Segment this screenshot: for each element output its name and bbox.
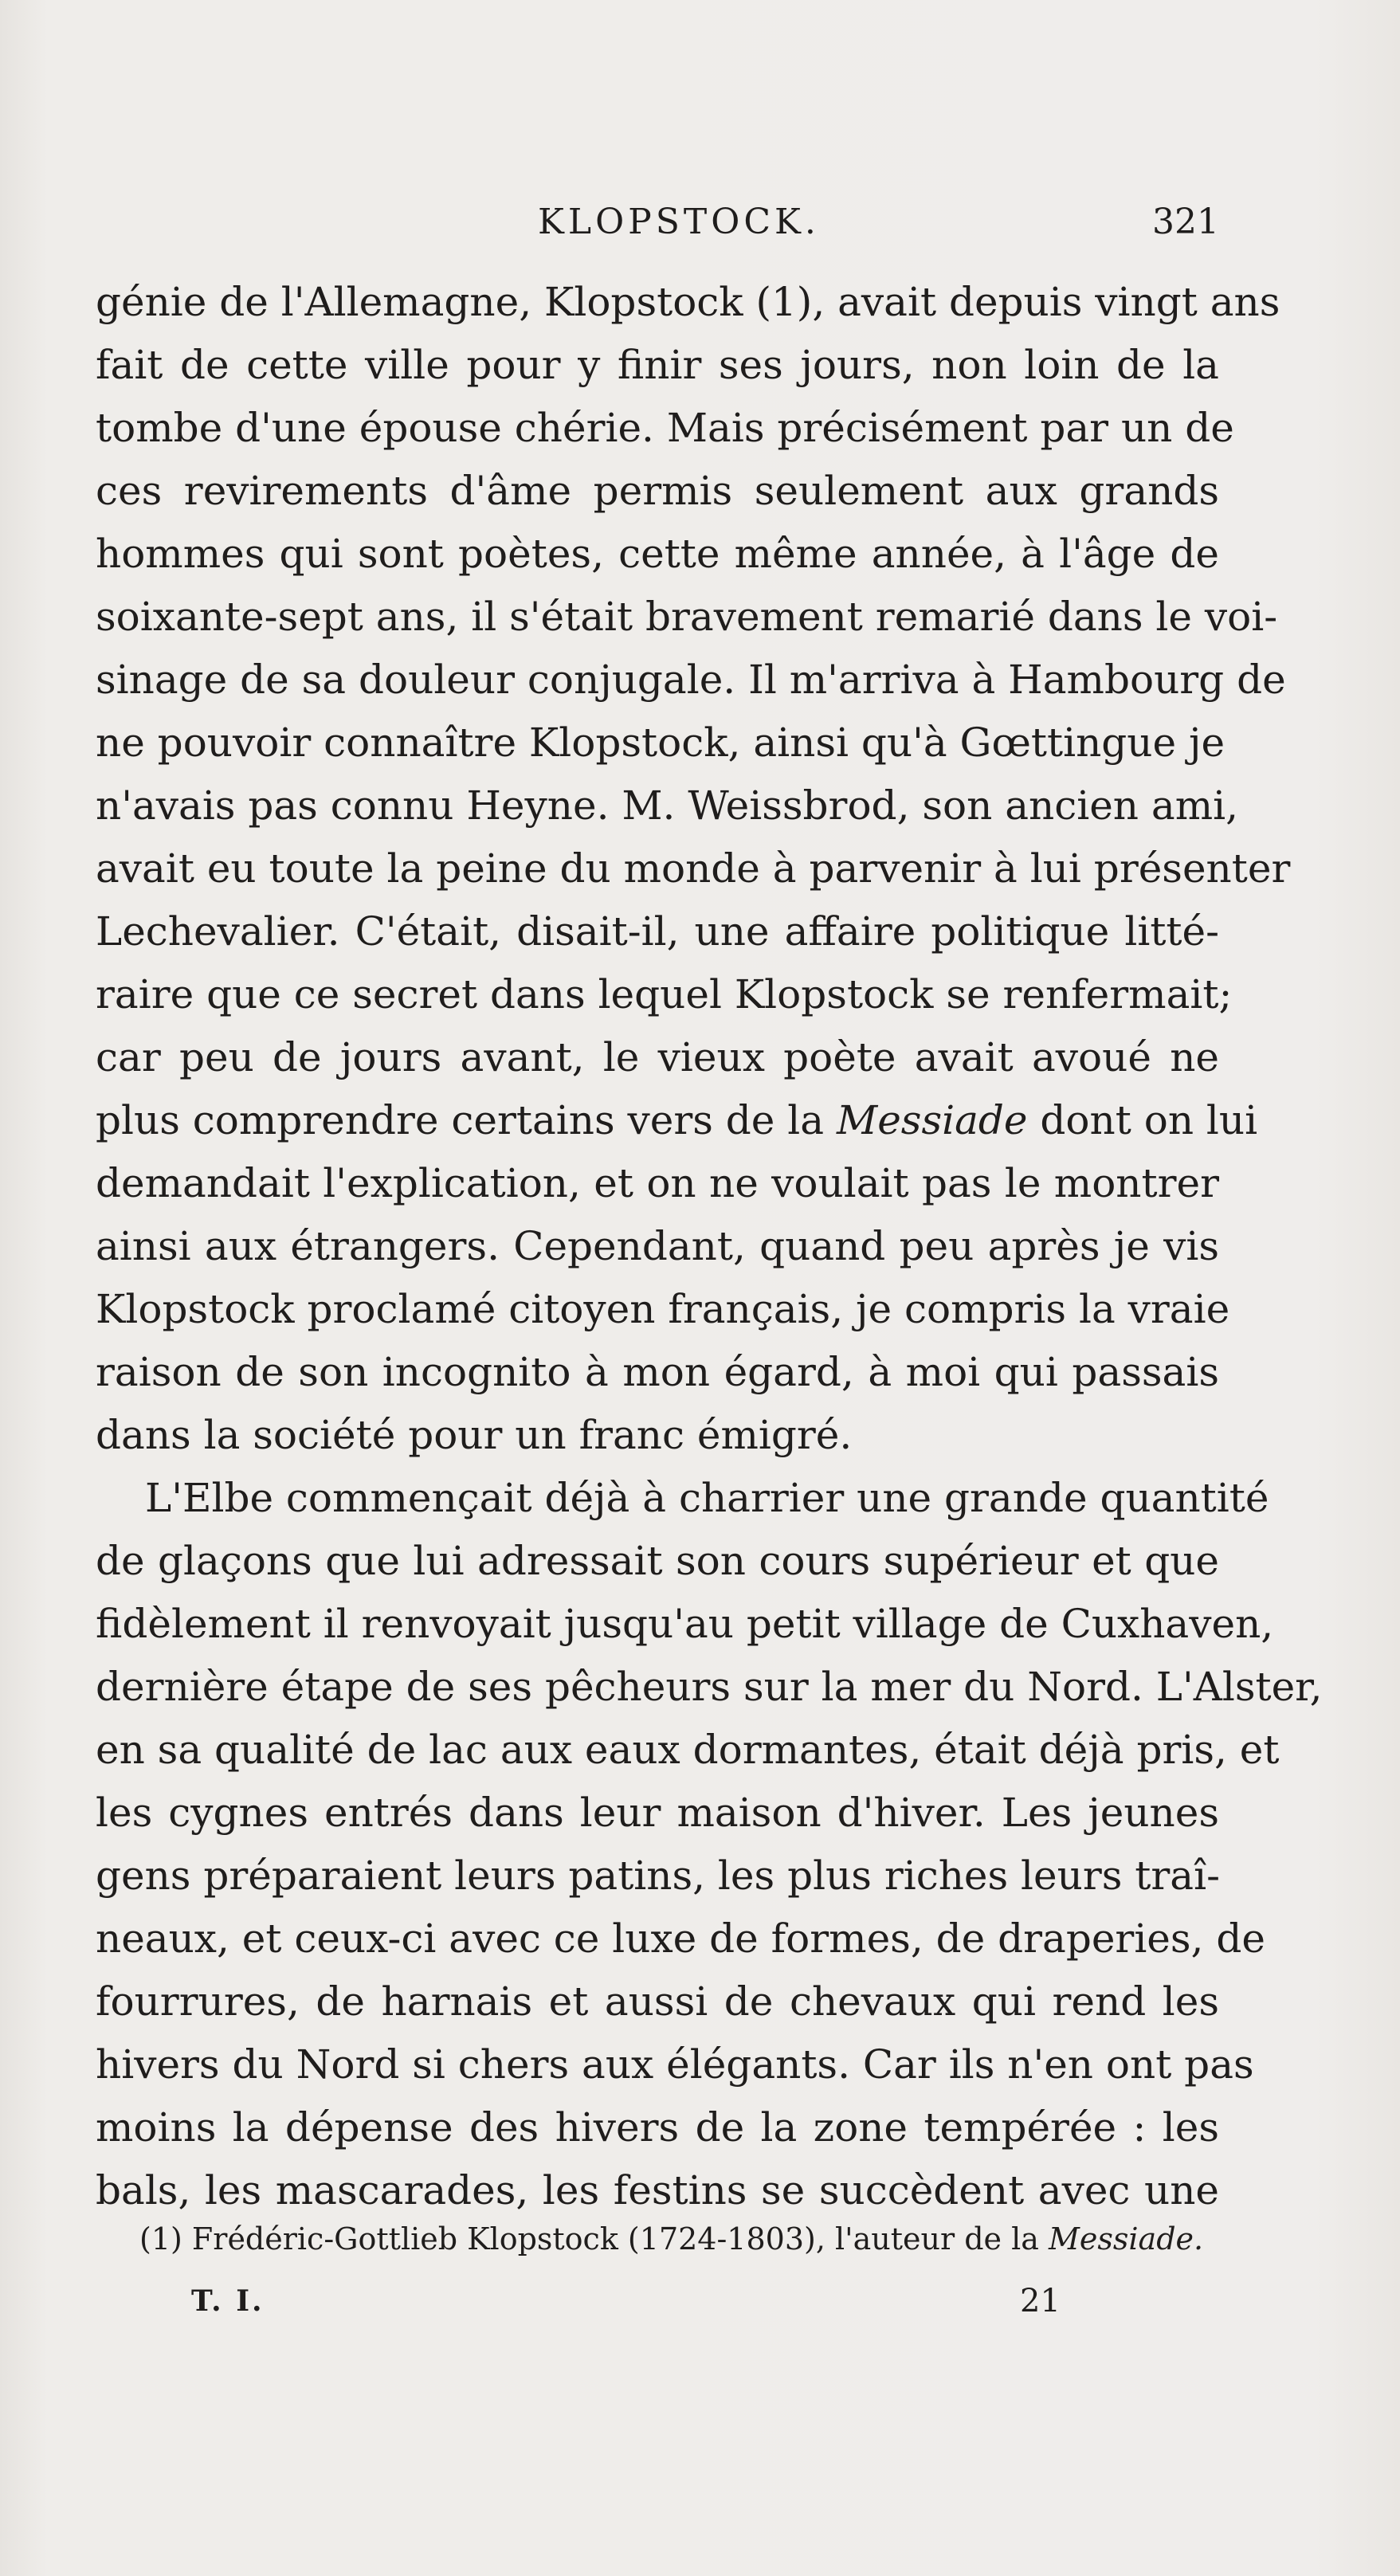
text-line: fait de cette ville pour y finir ses jours, non loin de la: [96, 342, 1219, 388]
text-line: moins la dépense des hivers de la zone tempérée : les: [96, 2104, 1219, 2151]
page-number: 321: [1152, 202, 1219, 242]
paragraph-start-line: L'Elbe commençait déjà à charrier une grande quantité: [145, 1475, 1269, 1521]
text-line: génie de l'Allemagne, Klopstock (1), avait depuis vingt ans: [96, 279, 1280, 325]
text-line: raire que ce secret dans lequel Klopstock se renfermait;: [96, 971, 1233, 1017]
work-title: Messiade: [837, 1097, 1028, 1143]
footnote: [139, 2215, 1223, 2263]
text-line: fidèlement il renvoyait jusqu'au petit village de Cuxhaven,: [96, 1601, 1274, 1647]
text-line: ainsi aux étrangers. Cependant, quand peu après je vis: [96, 1223, 1219, 1269]
text-line: soixante-sept ans, il s'était bravement remarié dans le voi-: [96, 594, 1278, 640]
text-line: Lechevalier. C'était, disait-il, une affaire politique litté-: [96, 908, 1219, 955]
volume-mark: T. I.: [191, 2284, 265, 2318]
signature-row: [191, 2277, 1068, 2325]
text-line: sinage de sa douleur conjugale. Il m'arriva à Hambourg de: [96, 657, 1286, 703]
body-text: [96, 271, 1323, 2222]
text-line: demandait l'explication, et on ne voulait pas le montrer: [96, 1160, 1219, 1206]
text-segment: dont on lui: [1040, 1097, 1258, 1143]
text-line: raison de son incognito à mon égard, à moi qui passais: [96, 1349, 1219, 1395]
text-line: en sa qualité de lac aux eaux dormantes, était déjà pris, et: [96, 1727, 1280, 1773]
text-line: Klopstock proclamé citoyen français, je compris la vraie: [96, 1286, 1230, 1332]
text-line: ne pouvoir connaître Klopstock, ainsi qu'à Gœttingue je: [96, 719, 1225, 766]
paragraph-end-line: dans la société pour un franc émigré.: [96, 1412, 853, 1458]
text-line: n'avais pas connu Heyne. M. Weissbrod, son ancien ami,: [96, 782, 1239, 829]
text-line: avait eu toute la peine du monde à parvenir à lui présenter: [96, 845, 1291, 892]
text-line: dernière étape de ses pêcheurs sur la mer du Nord. L'Alster,: [96, 1664, 1323, 1710]
text-line: hivers du Nord si chers aux élégants. Car ils n'en ont pas: [96, 2041, 1254, 2088]
text-line: fourrures, de harnais et aussi de chevaux qui rend les: [96, 1978, 1219, 2025]
text-line: hommes qui sont poètes, cette même année, à l'âge de: [96, 531, 1219, 577]
text-line: bals, les mascarades, les festins se succèdent avec une: [96, 2167, 1219, 2213]
running-title: KLOPSTOCK.: [538, 202, 820, 242]
text-line: neaux, et ceux-ci avec ce luxe de formes, de draperies, de: [96, 1915, 1265, 1962]
footnote-title: Messiade.: [1049, 2221, 1204, 2256]
text-line: tombe d'une épouse chérie. Mais précisément par un de: [96, 405, 1234, 451]
text-line: car peu de jours avant, le vieux poète avait avoué ne: [96, 1034, 1219, 1080]
text-line: les cygnes entrés dans leur maison d'hiver. Les jeunes: [96, 1790, 1219, 1836]
text-line: gens préparaient leurs patins, les plus riches leurs traî-: [96, 1853, 1220, 1899]
text-line-with-title: [96, 1089, 1258, 1152]
footnote-text: (1) Frédéric-Gottlieb Klopstock (1724-1803), l'auteur de la: [139, 2221, 1039, 2256]
text-line: ces revirements d'âme permis seulement aux grands: [96, 468, 1219, 514]
text-segment: plus comprendre certains vers de la: [96, 1097, 825, 1143]
text-line: de glaçons que lui adressait son cours supérieur et que: [96, 1538, 1219, 1584]
signature-number: 21: [1020, 2283, 1061, 2319]
running-head: [96, 194, 1219, 250]
